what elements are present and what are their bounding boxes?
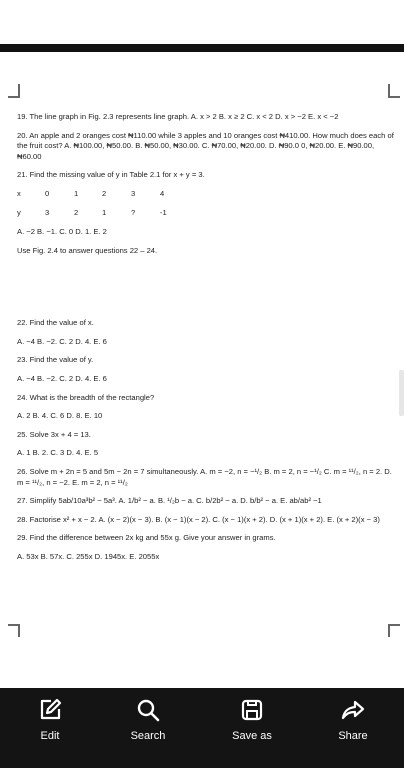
crop-mark-top-left-v: [18, 84, 20, 97]
question-21: 21. Find the missing value of y in Table 2.1 for x + y = 3.: [17, 170, 205, 180]
question-29: 29. Find the difference between 2x kg and 55x g. Give your answer in grams.: [17, 533, 276, 543]
figure-instruction: Use Fig. 2.4 to answer questions 22 – 24.: [17, 245, 158, 255]
search-icon: [136, 698, 160, 722]
crop-mark-top-right: [388, 96, 400, 98]
search-button[interactable]: [108, 698, 188, 742]
table-cell: y: [17, 207, 21, 217]
question-21-options: A. −2 B. −1. C. 0 D. 1. E. 2: [17, 226, 107, 236]
edit-icon: [38, 698, 62, 722]
table-row-y: [17, 208, 397, 219]
document-page[interactable]: [17, 112, 397, 562]
edit-button[interactable]: [10, 698, 90, 742]
save-as-button[interactable]: [212, 698, 292, 742]
question-22: 22. Find the value of x.: [17, 318, 94, 328]
question-24: 24. What is the breadth of the rectangle?: [17, 392, 155, 402]
question-28: 28. Factorise x² + x − 2. A. (x − 2)(x − 3). B. (x − 1)(x − 2). C. (x − 1)(x + 2). D. (x + 1)(x + 2). E. (x + 2)(x − 3): [17, 514, 380, 524]
question-25: 25. Solve 3x + 4 = 13.: [17, 429, 91, 439]
question-19: 19. The line graph in Fig. 2.3 represents line graph. A. x > 2 B. x ≥ 2 C. x < 2 D. x > −2 E. x < −2: [17, 112, 339, 121]
edit-label: Edit: [40, 730, 60, 742]
question-29-options: A. 53x B. 57x. C. 255x D. 1945x. E. 2055x: [17, 551, 160, 561]
question-24-options: A. 2 B. 4. C. 6 D. 8. E. 10: [17, 411, 103, 421]
question-23-options: A. −4 B. −2. C. 2 D. 4. E. 6: [17, 373, 107, 383]
share-icon: [341, 698, 365, 722]
top-bar: [0, 44, 404, 52]
table-cell: -1: [160, 207, 167, 217]
table-cell: ?: [131, 207, 136, 217]
table-cell: 1: [74, 188, 79, 198]
question-27: 27. Simplify 5ab/10a³b² − 5a³. A. 1/b² − a. B. ¹/₂b − a. C. b/2b² − a. D. b/b² − a. E. ab/ab² −1: [17, 496, 322, 506]
save-as-label: Save as: [232, 730, 272, 742]
crop-mark-bottom-left-v: [18, 624, 20, 637]
question-23: 23. Find the value of y.: [17, 355, 94, 365]
crop-mark-top-right-v: [388, 84, 390, 97]
question-20: 20. An apple and 2 oranges cost ₦110.00 while 3 apples and 10 oranges cost ₦410.00. How much does each of the fruit cost? A. ₦100.00, ₦50.00. B. ₦50.00, ₦30.00. C. ₦70.00, ₦20.00. D. ₦90.0 0, ₦20.00. E. ₦90.00, ₦60.00: [17, 130, 394, 161]
crop-mark-bottom-right-v: [388, 624, 390, 637]
table-cell: 0: [45, 188, 50, 198]
question-25-options: A. 1 B. 2. C. 3 D. 4. E. 5: [17, 448, 99, 458]
table-row-x: [17, 189, 397, 200]
question-26: 26. Solve m + 2n = 5 and 5m − 2n = 7 simultaneously. A. m = −2, n = −¹/₂ B. m = 2, n = −¹/₂ C. m = ¹¹/₂, n = 2. D. m = ¹¹/₂, n = −2. E. m = 2, n = ¹¹/₂: [17, 466, 392, 487]
save-icon: [240, 698, 264, 722]
table-cell: 3: [131, 188, 136, 198]
table-cell: 4: [160, 188, 165, 198]
table-cell: x: [17, 188, 21, 198]
search-label: Search: [130, 730, 166, 742]
table-cell: 2: [74, 207, 79, 217]
share-label: Share: [338, 730, 368, 742]
table-cell: 3: [45, 207, 50, 217]
table-cell: 1: [102, 207, 107, 217]
question-22-options: A. −4 B. −2. C. 2 D. 4. E. 6: [17, 336, 107, 346]
scrollbar[interactable]: [399, 370, 404, 416]
crop-mark-bottom-right: [388, 624, 400, 626]
share-button[interactable]: [313, 698, 393, 742]
table-cell: 2: [102, 188, 107, 198]
bottom-toolbar: [0, 688, 404, 768]
